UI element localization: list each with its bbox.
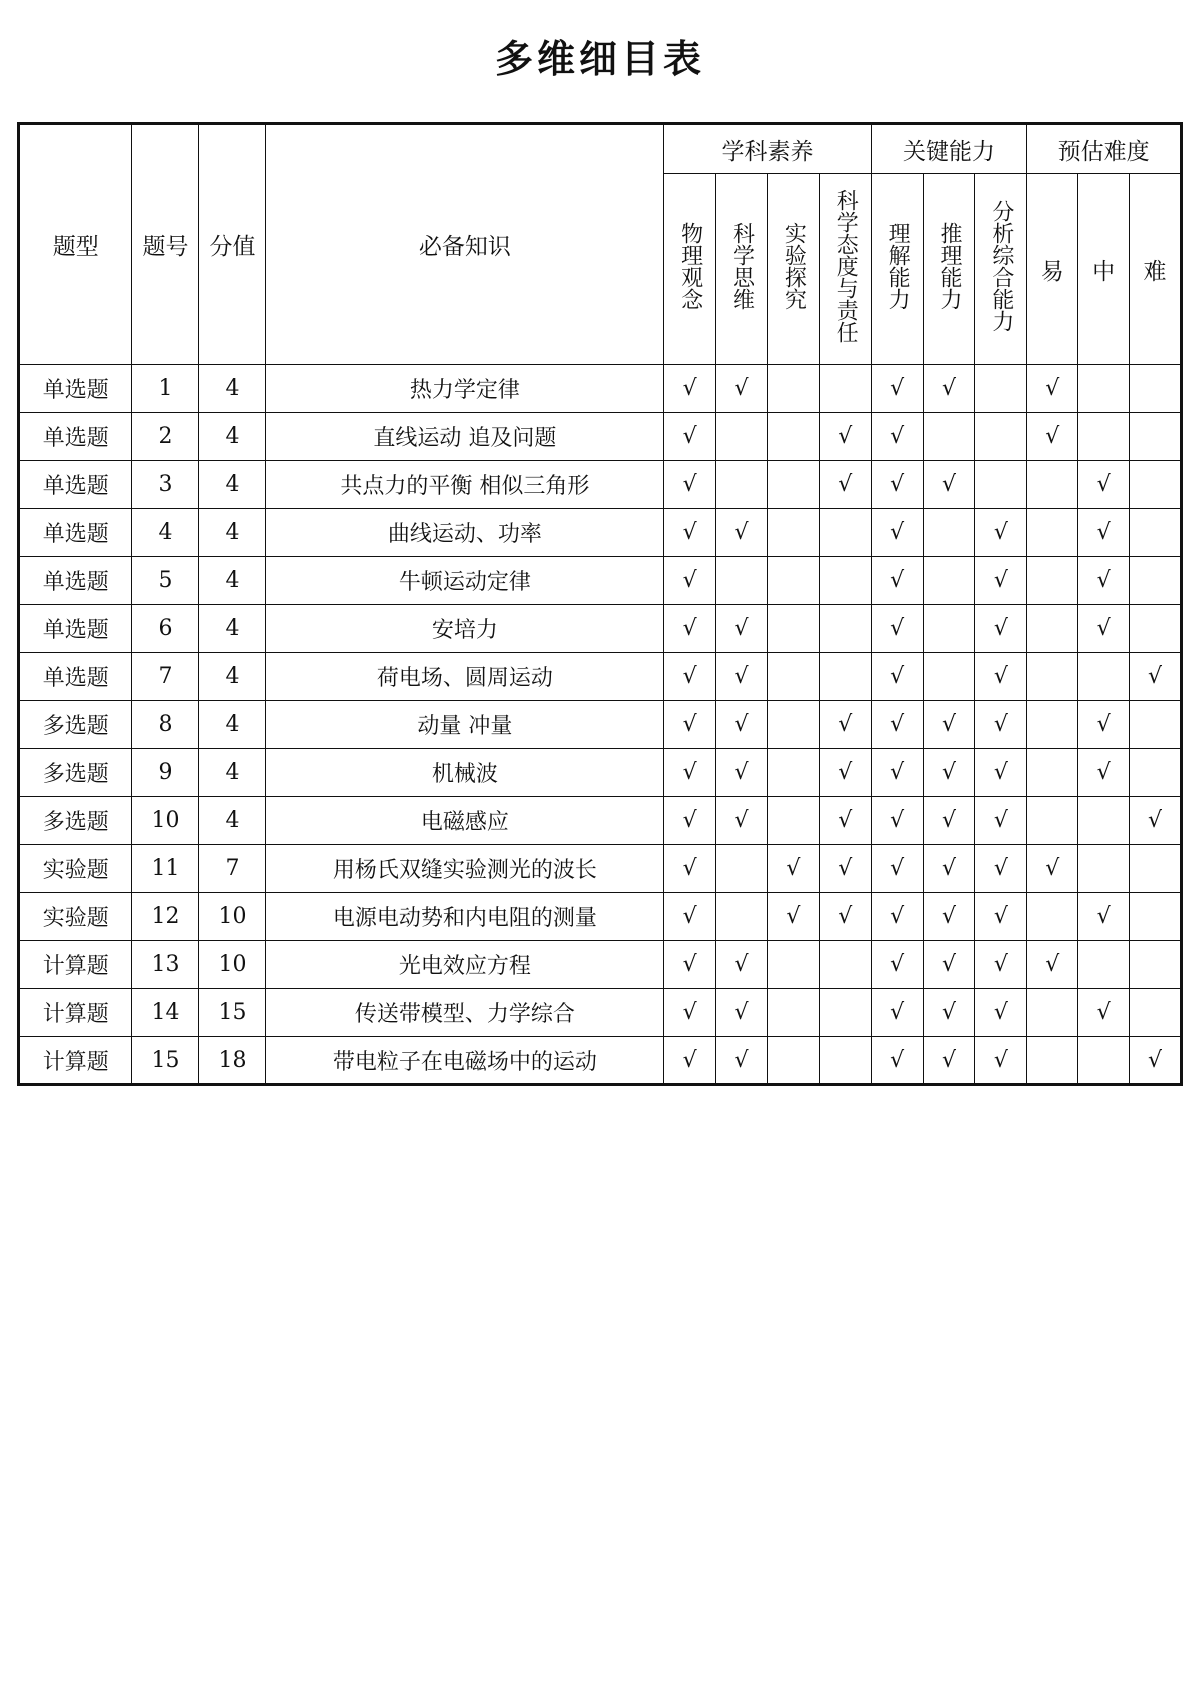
empty-cell bbox=[819, 941, 871, 989]
check-mark: √ bbox=[975, 749, 1027, 797]
check-mark: √ bbox=[1078, 749, 1130, 797]
knowledge-cell: 光电效应方程 bbox=[266, 941, 664, 989]
header-score: 分值 bbox=[199, 124, 266, 365]
check-mark: √ bbox=[664, 509, 716, 557]
header-group-ability: 关键能力 bbox=[871, 124, 1027, 174]
check-mark: √ bbox=[871, 365, 923, 413]
empty-cell bbox=[1130, 893, 1182, 941]
check-mark: √ bbox=[819, 797, 871, 845]
number-cell: 7 bbox=[132, 653, 199, 701]
check-mark: √ bbox=[923, 701, 975, 749]
table-row bbox=[19, 413, 1182, 461]
empty-cell bbox=[819, 365, 871, 413]
table-row bbox=[19, 749, 1182, 797]
check-mark: √ bbox=[1027, 365, 1078, 413]
check-mark: √ bbox=[664, 845, 716, 893]
empty-cell bbox=[1130, 605, 1182, 653]
check-mark: √ bbox=[716, 701, 768, 749]
check-mark: √ bbox=[871, 989, 923, 1037]
empty-cell bbox=[767, 749, 819, 797]
number-cell: 6 bbox=[132, 605, 199, 653]
empty-cell bbox=[1027, 797, 1078, 845]
page-title: 多维细目表 bbox=[494, 37, 705, 81]
score-cell: 18 bbox=[199, 1037, 266, 1085]
check-mark: √ bbox=[871, 1037, 923, 1085]
empty-cell bbox=[1027, 1037, 1078, 1085]
check-mark: √ bbox=[975, 509, 1027, 557]
header-number: 题号 bbox=[132, 124, 199, 365]
empty-cell bbox=[1027, 509, 1078, 557]
empty-cell bbox=[1078, 941, 1130, 989]
check-mark: √ bbox=[1027, 413, 1078, 461]
check-mark: √ bbox=[1130, 797, 1182, 845]
header-literacy-1: 物理观念 bbox=[664, 174, 716, 365]
empty-cell bbox=[1130, 509, 1182, 557]
table-row bbox=[19, 1037, 1182, 1085]
check-mark: √ bbox=[664, 797, 716, 845]
header-type: 题型 bbox=[19, 124, 132, 365]
empty-cell bbox=[923, 653, 975, 701]
empty-cell bbox=[767, 605, 819, 653]
number-cell: 3 bbox=[132, 461, 199, 509]
type-cell: 实验题 bbox=[19, 845, 132, 893]
empty-cell bbox=[1078, 845, 1130, 893]
type-cell: 计算题 bbox=[19, 989, 132, 1037]
check-mark: √ bbox=[819, 413, 871, 461]
empty-cell bbox=[819, 557, 871, 605]
check-mark: √ bbox=[975, 1037, 1027, 1085]
check-mark: √ bbox=[664, 701, 716, 749]
type-cell: 多选题 bbox=[19, 749, 132, 797]
number-cell: 12 bbox=[132, 893, 199, 941]
empty-cell bbox=[1027, 653, 1078, 701]
header-literacy-3: 实验探究 bbox=[767, 174, 819, 365]
empty-cell bbox=[975, 365, 1027, 413]
empty-cell bbox=[1078, 413, 1130, 461]
knowledge-cell: 传送带模型、力学综合 bbox=[266, 989, 664, 1037]
empty-cell bbox=[1130, 749, 1182, 797]
header-difficulty-medium: 中 bbox=[1078, 174, 1130, 365]
header-ability-3: 分析综合能力 bbox=[975, 174, 1027, 365]
header-knowledge: 必备知识 bbox=[266, 124, 664, 365]
empty-cell bbox=[1130, 365, 1182, 413]
check-mark: √ bbox=[716, 605, 768, 653]
score-cell: 15 bbox=[199, 989, 266, 1037]
check-mark: √ bbox=[923, 749, 975, 797]
type-cell: 计算题 bbox=[19, 941, 132, 989]
empty-cell bbox=[819, 1037, 871, 1085]
check-mark: √ bbox=[819, 893, 871, 941]
empty-cell bbox=[1027, 749, 1078, 797]
table-row bbox=[19, 989, 1182, 1037]
empty-cell bbox=[767, 989, 819, 1037]
table-row bbox=[19, 797, 1182, 845]
number-cell: 15 bbox=[132, 1037, 199, 1085]
empty-cell bbox=[767, 509, 819, 557]
empty-cell bbox=[767, 653, 819, 701]
check-mark: √ bbox=[1027, 845, 1078, 893]
empty-cell bbox=[1027, 461, 1078, 509]
check-mark: √ bbox=[767, 893, 819, 941]
score-cell: 4 bbox=[199, 413, 266, 461]
check-mark: √ bbox=[923, 365, 975, 413]
check-mark: √ bbox=[716, 989, 768, 1037]
type-cell: 单选题 bbox=[19, 557, 132, 605]
score-cell: 4 bbox=[199, 461, 266, 509]
type-cell: 多选题 bbox=[19, 701, 132, 749]
check-mark: √ bbox=[1078, 557, 1130, 605]
empty-cell bbox=[716, 893, 768, 941]
score-cell: 4 bbox=[199, 509, 266, 557]
empty-cell bbox=[1027, 893, 1078, 941]
check-mark: √ bbox=[716, 509, 768, 557]
table-row bbox=[19, 365, 1182, 413]
check-mark: √ bbox=[1078, 509, 1130, 557]
knowledge-cell: 带电粒子在电磁场中的运动 bbox=[266, 1037, 664, 1085]
score-cell: 7 bbox=[199, 845, 266, 893]
score-cell: 4 bbox=[199, 797, 266, 845]
number-cell: 14 bbox=[132, 989, 199, 1037]
check-mark: √ bbox=[975, 893, 1027, 941]
check-mark: √ bbox=[664, 557, 716, 605]
check-mark: √ bbox=[664, 749, 716, 797]
empty-cell bbox=[1027, 701, 1078, 749]
check-mark: √ bbox=[716, 653, 768, 701]
knowledge-cell: 牛顿运动定律 bbox=[266, 557, 664, 605]
empty-cell bbox=[923, 605, 975, 653]
check-mark: √ bbox=[716, 365, 768, 413]
empty-cell bbox=[767, 365, 819, 413]
check-mark: √ bbox=[1078, 989, 1130, 1037]
check-mark: √ bbox=[923, 845, 975, 893]
header-group-literacy: 学科素养 bbox=[664, 124, 872, 174]
check-mark: √ bbox=[975, 557, 1027, 605]
check-mark: √ bbox=[923, 797, 975, 845]
check-mark: √ bbox=[1130, 653, 1182, 701]
check-mark: √ bbox=[767, 845, 819, 893]
score-cell: 4 bbox=[199, 653, 266, 701]
empty-cell bbox=[1027, 605, 1078, 653]
check-mark: √ bbox=[716, 749, 768, 797]
check-mark: √ bbox=[871, 509, 923, 557]
empty-cell bbox=[819, 605, 871, 653]
number-cell: 10 bbox=[132, 797, 199, 845]
table-row bbox=[19, 605, 1182, 653]
empty-cell bbox=[1130, 845, 1182, 893]
number-cell: 1 bbox=[132, 365, 199, 413]
empty-cell bbox=[1027, 557, 1078, 605]
check-mark: √ bbox=[664, 653, 716, 701]
check-mark: √ bbox=[871, 557, 923, 605]
check-mark: √ bbox=[871, 461, 923, 509]
score-cell: 4 bbox=[199, 701, 266, 749]
check-mark: √ bbox=[871, 413, 923, 461]
empty-cell bbox=[1078, 797, 1130, 845]
knowledge-cell: 荷电场、圆周运动 bbox=[266, 653, 664, 701]
check-mark: √ bbox=[975, 845, 1027, 893]
check-mark: √ bbox=[975, 605, 1027, 653]
knowledge-cell: 安培力 bbox=[266, 605, 664, 653]
empty-cell bbox=[923, 413, 975, 461]
check-mark: √ bbox=[923, 1037, 975, 1085]
check-mark: √ bbox=[975, 797, 1027, 845]
type-cell: 计算题 bbox=[19, 1037, 132, 1085]
knowledge-cell: 用杨氏双缝实验测光的波长 bbox=[266, 845, 664, 893]
check-mark: √ bbox=[819, 845, 871, 893]
check-mark: √ bbox=[664, 605, 716, 653]
check-mark: √ bbox=[664, 1037, 716, 1085]
check-mark: √ bbox=[819, 701, 871, 749]
check-mark: √ bbox=[975, 653, 1027, 701]
header-difficulty-easy: 易 bbox=[1027, 174, 1078, 365]
knowledge-cell: 电源电动势和内电阻的测量 bbox=[266, 893, 664, 941]
type-cell: 单选题 bbox=[19, 605, 132, 653]
knowledge-cell: 直线运动 追及问题 bbox=[266, 413, 664, 461]
check-mark: √ bbox=[1078, 605, 1130, 653]
empty-cell bbox=[767, 461, 819, 509]
type-cell: 单选题 bbox=[19, 413, 132, 461]
check-mark: √ bbox=[664, 893, 716, 941]
empty-cell bbox=[923, 509, 975, 557]
check-mark: √ bbox=[1078, 893, 1130, 941]
check-mark: √ bbox=[871, 893, 923, 941]
check-mark: √ bbox=[975, 989, 1027, 1037]
empty-cell bbox=[1027, 989, 1078, 1037]
check-mark: √ bbox=[1130, 1037, 1182, 1085]
knowledge-cell: 动量 冲量 bbox=[266, 701, 664, 749]
empty-cell bbox=[767, 1037, 819, 1085]
empty-cell bbox=[716, 845, 768, 893]
check-mark: √ bbox=[1027, 941, 1078, 989]
empty-cell bbox=[819, 989, 871, 1037]
empty-cell bbox=[767, 941, 819, 989]
empty-cell bbox=[716, 413, 768, 461]
check-mark: √ bbox=[923, 893, 975, 941]
empty-cell bbox=[767, 701, 819, 749]
empty-cell bbox=[1130, 461, 1182, 509]
check-mark: √ bbox=[819, 749, 871, 797]
score-cell: 4 bbox=[199, 605, 266, 653]
empty-cell bbox=[767, 413, 819, 461]
empty-cell bbox=[1130, 941, 1182, 989]
type-cell: 实验题 bbox=[19, 893, 132, 941]
check-mark: √ bbox=[716, 941, 768, 989]
empty-cell bbox=[1130, 701, 1182, 749]
table-row bbox=[19, 893, 1182, 941]
check-mark: √ bbox=[871, 605, 923, 653]
header-difficulty-hard: 难 bbox=[1130, 174, 1182, 365]
header-literacy-2: 科学思维 bbox=[716, 174, 768, 365]
knowledge-cell: 机械波 bbox=[266, 749, 664, 797]
empty-cell bbox=[767, 557, 819, 605]
empty-cell bbox=[819, 509, 871, 557]
empty-cell bbox=[1078, 365, 1130, 413]
score-cell: 4 bbox=[199, 557, 266, 605]
score-cell: 4 bbox=[199, 749, 266, 797]
knowledge-cell: 热力学定律 bbox=[266, 365, 664, 413]
check-mark: √ bbox=[923, 989, 975, 1037]
number-cell: 8 bbox=[132, 701, 199, 749]
check-mark: √ bbox=[975, 701, 1027, 749]
knowledge-cell: 共点力的平衡 相似三角形 bbox=[266, 461, 664, 509]
table-row bbox=[19, 461, 1182, 509]
type-cell: 单选题 bbox=[19, 653, 132, 701]
score-cell: 10 bbox=[199, 941, 266, 989]
table-row bbox=[19, 701, 1182, 749]
table-body bbox=[19, 365, 1182, 1085]
header-ability-2: 推理能力 bbox=[923, 174, 975, 365]
table-row bbox=[19, 509, 1182, 557]
empty-cell bbox=[716, 557, 768, 605]
score-cell: 4 bbox=[199, 365, 266, 413]
table-row bbox=[19, 845, 1182, 893]
check-mark: √ bbox=[819, 461, 871, 509]
header-group-difficulty: 预估难度 bbox=[1027, 124, 1182, 174]
knowledge-cell: 曲线运动、功率 bbox=[266, 509, 664, 557]
empty-cell bbox=[1130, 989, 1182, 1037]
type-cell: 多选题 bbox=[19, 797, 132, 845]
empty-cell bbox=[923, 557, 975, 605]
empty-cell bbox=[1130, 557, 1182, 605]
empty-cell bbox=[767, 797, 819, 845]
empty-cell bbox=[716, 461, 768, 509]
empty-cell bbox=[1130, 413, 1182, 461]
table-row bbox=[19, 941, 1182, 989]
check-mark: √ bbox=[1078, 701, 1130, 749]
check-mark: √ bbox=[716, 1037, 768, 1085]
number-cell: 5 bbox=[132, 557, 199, 605]
table-row bbox=[19, 653, 1182, 701]
check-mark: √ bbox=[871, 941, 923, 989]
check-mark: √ bbox=[664, 461, 716, 509]
empty-cell bbox=[975, 413, 1027, 461]
check-mark: √ bbox=[664, 365, 716, 413]
number-cell: 2 bbox=[132, 413, 199, 461]
check-mark: √ bbox=[664, 989, 716, 1037]
type-cell: 单选题 bbox=[19, 509, 132, 557]
check-mark: √ bbox=[1078, 461, 1130, 509]
check-mark: √ bbox=[975, 941, 1027, 989]
check-mark: √ bbox=[871, 845, 923, 893]
check-mark: √ bbox=[871, 797, 923, 845]
number-cell: 9 bbox=[132, 749, 199, 797]
check-mark: √ bbox=[871, 653, 923, 701]
check-mark: √ bbox=[716, 797, 768, 845]
header-literacy-4: 科学态度与责任 bbox=[819, 174, 871, 365]
number-cell: 11 bbox=[132, 845, 199, 893]
spec-table bbox=[17, 122, 1183, 1086]
table-row bbox=[19, 557, 1182, 605]
number-cell: 4 bbox=[132, 509, 199, 557]
check-mark: √ bbox=[664, 413, 716, 461]
empty-cell bbox=[975, 461, 1027, 509]
empty-cell bbox=[1078, 653, 1130, 701]
check-mark: √ bbox=[923, 461, 975, 509]
check-mark: √ bbox=[664, 941, 716, 989]
type-cell: 单选题 bbox=[19, 365, 132, 413]
empty-cell bbox=[1078, 1037, 1130, 1085]
check-mark: √ bbox=[923, 941, 975, 989]
type-cell: 单选题 bbox=[19, 461, 132, 509]
number-cell: 13 bbox=[132, 941, 199, 989]
score-cell: 10 bbox=[199, 893, 266, 941]
empty-cell bbox=[819, 653, 871, 701]
knowledge-cell: 电磁感应 bbox=[266, 797, 664, 845]
header-ability-1: 理解能力 bbox=[871, 174, 923, 365]
check-mark: √ bbox=[871, 701, 923, 749]
check-mark: √ bbox=[871, 749, 923, 797]
